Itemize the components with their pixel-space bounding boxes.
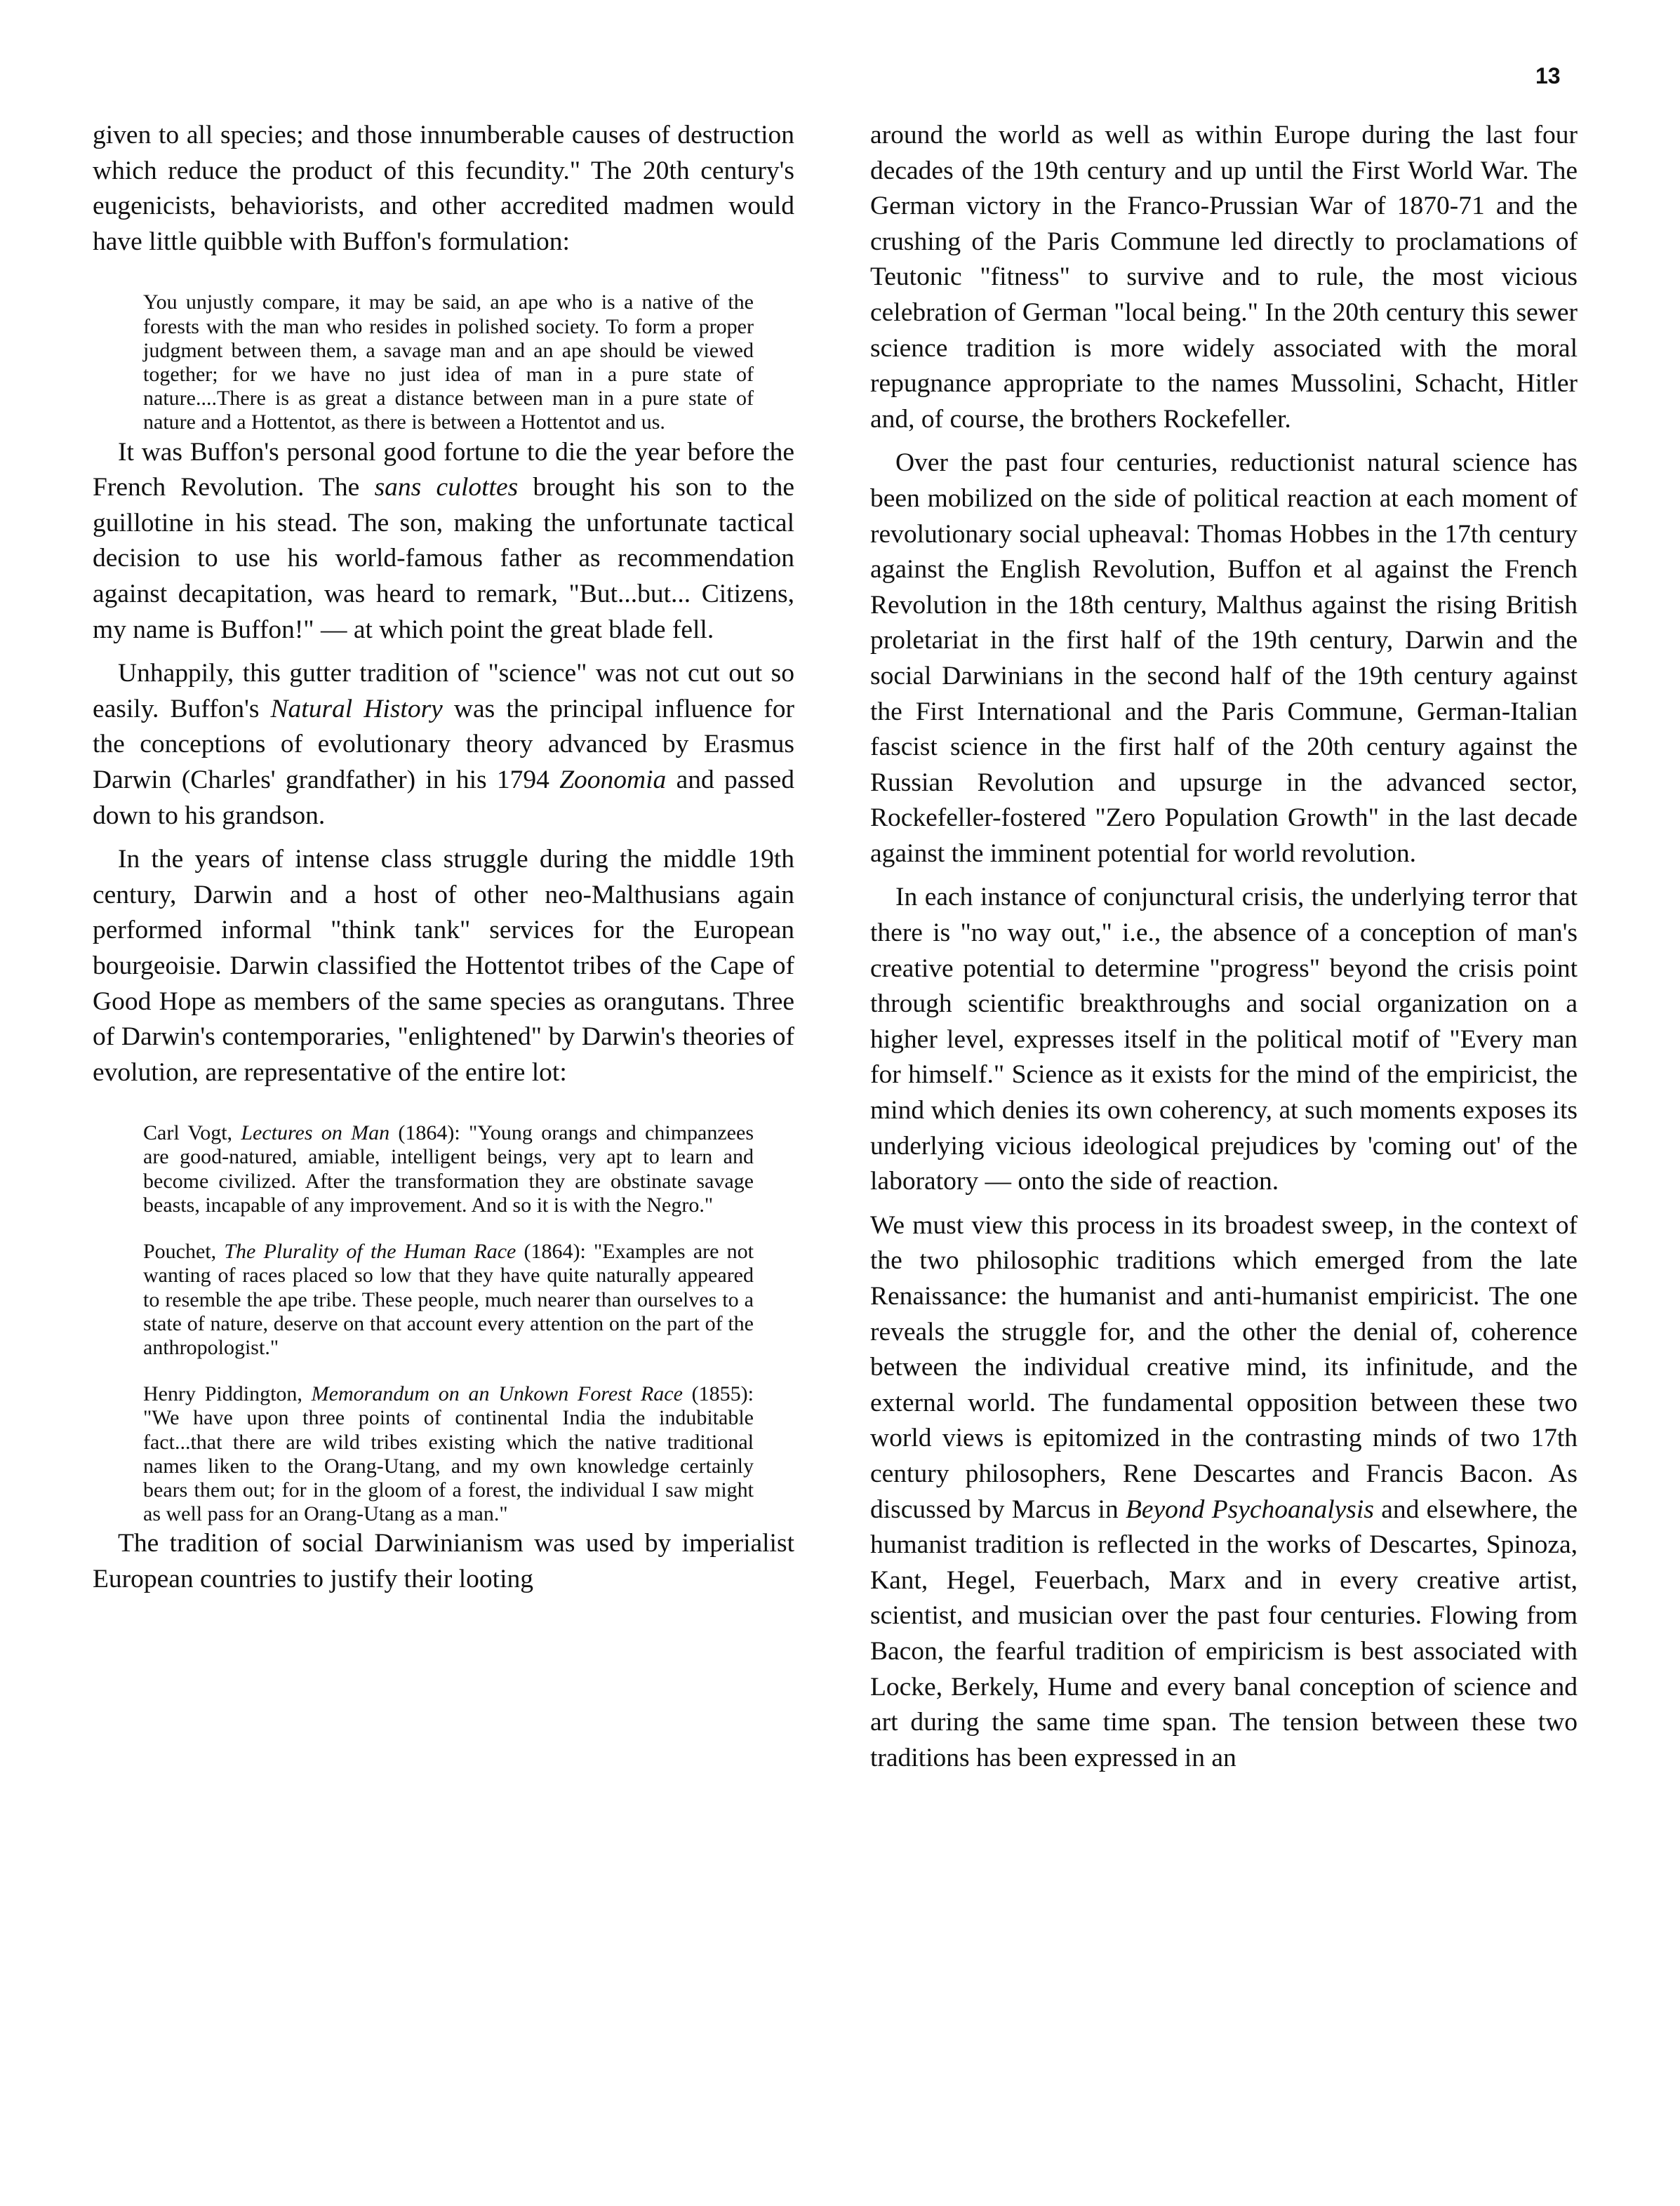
text-run: and elsewhere, the humanist tradition is reflected in the works of Descartes, Spinoza, Kant, Hegel, Feuerbach, Marx and in every creative artist, scientist, and musician over the past four centuries. Flowing from Bacon, the fearful tradition of empiricism is best associated with Locke, Berkely, Hume and every banal conception of science and art during the same time span. The tension between these two traditions has been expressed in an (870, 1495, 1578, 1772)
book-title: Beyond Psychoanalysis (1125, 1495, 1374, 1524)
text-run: It was Buffon's personal good fortune to die the year before the French Revolution. The (93, 437, 794, 502)
quote-author: Carl Vogt, (143, 1121, 241, 1145)
text-run: We must view this process in its broadest sweep, in the context of the two philosophic traditions which emerged from the late Renaissance: the humanist and anti-humanist empiricist. The one reveals the struggle for, and the other the denial of, coherence between the individual creative mind, its infinitude, and the external world. The fundamental opposition between these two world views is epitomized in the contrasting minds of two 17th century philosophers, Rene Descartes and Francis Bacon. As discussed by Marcus in (870, 1210, 1578, 1524)
paragraph-left-1: given to all species; and those innumberable causes of destruction which reduce the product of this fecundity." The 20th century's eugenicists, behaviorists, and other accredited madmen would have little quibble with Buffon's formulation: (93, 121, 794, 256)
page-number: 13 (1535, 63, 1561, 88)
block-quote-pouchet (143, 1240, 754, 1360)
paragraph-left-4: In the years of intense class struggle during the middle 19th century, Darwin and a host of other neo-Malthusians again performed informal "think tank" services for the European bourgeoisie. Darwin classified the Hottentot tribes of the Cape of Good Hope as members of the same species as orangutans. Three of Darwin's contemporaries, "enlightened" by Darwin's theories of evolution, are representative of the entire lot: (93, 845, 794, 1087)
paragraph-left-5: The tradition of social Darwinianism was used by imperialist European countries to justify their looting (93, 1529, 794, 1593)
book-title: Zoonomia (559, 765, 667, 794)
text-run: was the principal influence for the conceptions of evolutionary theory advanced by Erasmus Darwin (Charles' grandfather) in his 1794 (93, 694, 794, 794)
paragraph-left-3 (93, 656, 794, 834)
text-run: brought his son to the guillotine in his stead. The son, making the unfortunate tactical decision to use his world-famous father as recommendation against decapitation, was heard to remark, "But...but... Citizens, my name is Buffon!" — at which point the great blade fell. (93, 473, 795, 644)
block-quote-vogt (143, 1121, 754, 1217)
quote-text: (1864): "Examples are not wanting of races placed so low that they have quite naturally appeared to resemble the ape tribe. These people, much nearer than ourselves to a state of nature, deserve on that account every attention on the part of the anthropologist." (143, 1240, 754, 1359)
paragraph-left-2 (93, 435, 794, 648)
paragraph-right-1: around the world as well as within Europe during the last four decades of the 19th century and up until the First World War. The German victory in the Franco-Prussian War of 1870-71 and the crushing of the Paris Commune led directly to proclamations of Teutonic "fitness" to survive and to rule, the most vicious celebration of German "local being." In the 20th century this sewer science tradition is more widely associated with the moral repugnance appropriate to the names Mussolini, Schacht, Hitler and, of course, the brothers Rockefeller. (870, 121, 1578, 434)
quote-text: (1855): "We have upon three points of continental India the indubitable fact...that there are wild tribes existing which the native traditional names liken to the Orang-Utang, and my own knowledge certainly bears them out; for in the gloom of a forest, the individual I saw might as well pass for an Orang-Utang as a man." (143, 1382, 754, 1526)
book-title: Natural History (270, 694, 443, 723)
quote-text: (1864): "Young orangs and chimpanzees are good-natured, amiable, intelligent beings, very apt to learn and become civilized. After the transformation they are obstinate savage beasts, incapable of any improvement. And so it is with the Negro." (143, 1121, 754, 1217)
text-run: and passed down to his grandson. (93, 765, 794, 830)
quote-author: Pouchet, (143, 1240, 225, 1264)
text-run: Unhappily, this gutter tradition of "science" was not cut out so easily. Buffon's (93, 659, 794, 723)
book-title: Lectures on Man (241, 1121, 390, 1145)
block-quote-buffon: You unjustly compare, it may be said, an ape who is a native of the forests with the man who resides in polished society. To form a proper judgment between them, a savage man and an ape should be viewed together; for we have no just idea of man in a pure state of nature....There is as great a distance between man in a pure state of nature and a Hottentot, as there is between a Hottentot and us. (143, 290, 754, 434)
book-title: Memorandum on an Unkown Forest Race (311, 1382, 683, 1406)
right-column (870, 118, 1578, 1776)
quote-author: Henry Piddington, (143, 1382, 312, 1406)
left-column (93, 118, 794, 1598)
paragraph-right-4 (870, 1208, 1578, 1777)
book-title: The Plurality of the Human Race (224, 1240, 516, 1264)
italic-term: sans culottes (374, 473, 519, 502)
paragraph-right-3: In each instance of conjunctural crisis, the underlying terror that there is "no way out," i.e., the absence of a conception of man's creative potential to determine "progress" beyond the crisis point through scientific breakthroughs and social organization on a higher level, expresses itself in the political motif of "Every man for himself." Science as it exists for the mind of the empiricist, the mind which denies its own coherency, at such moments exposes its underlying vicious ideological prejudices by 'coming out' of the laboratory — onto the side of reaction. (870, 883, 1578, 1196)
block-quote-piddington (143, 1382, 754, 1526)
paragraph-right-2: Over the past four centuries, reductionist natural science has been mobilized on the side of political reaction at each moment of revolutionary social upheaval: Thomas Hobbes in the 17th century against the English Revolution, Buffon et al against the French Revolution in the 18th century, Malthus against the rising British proletariat in the first half of the 19th century, Darwin and the social Darwinians in the second half of the 19th century against the First International and the Paris Commune, German-Italian fascist science in the first half of the 20th century against the Russian Revolution and upsurge in the advanced sector, Rockefeller-fostered "Zero Population Growth" in the last decade against the imminent potential for world revolution. (870, 448, 1578, 868)
